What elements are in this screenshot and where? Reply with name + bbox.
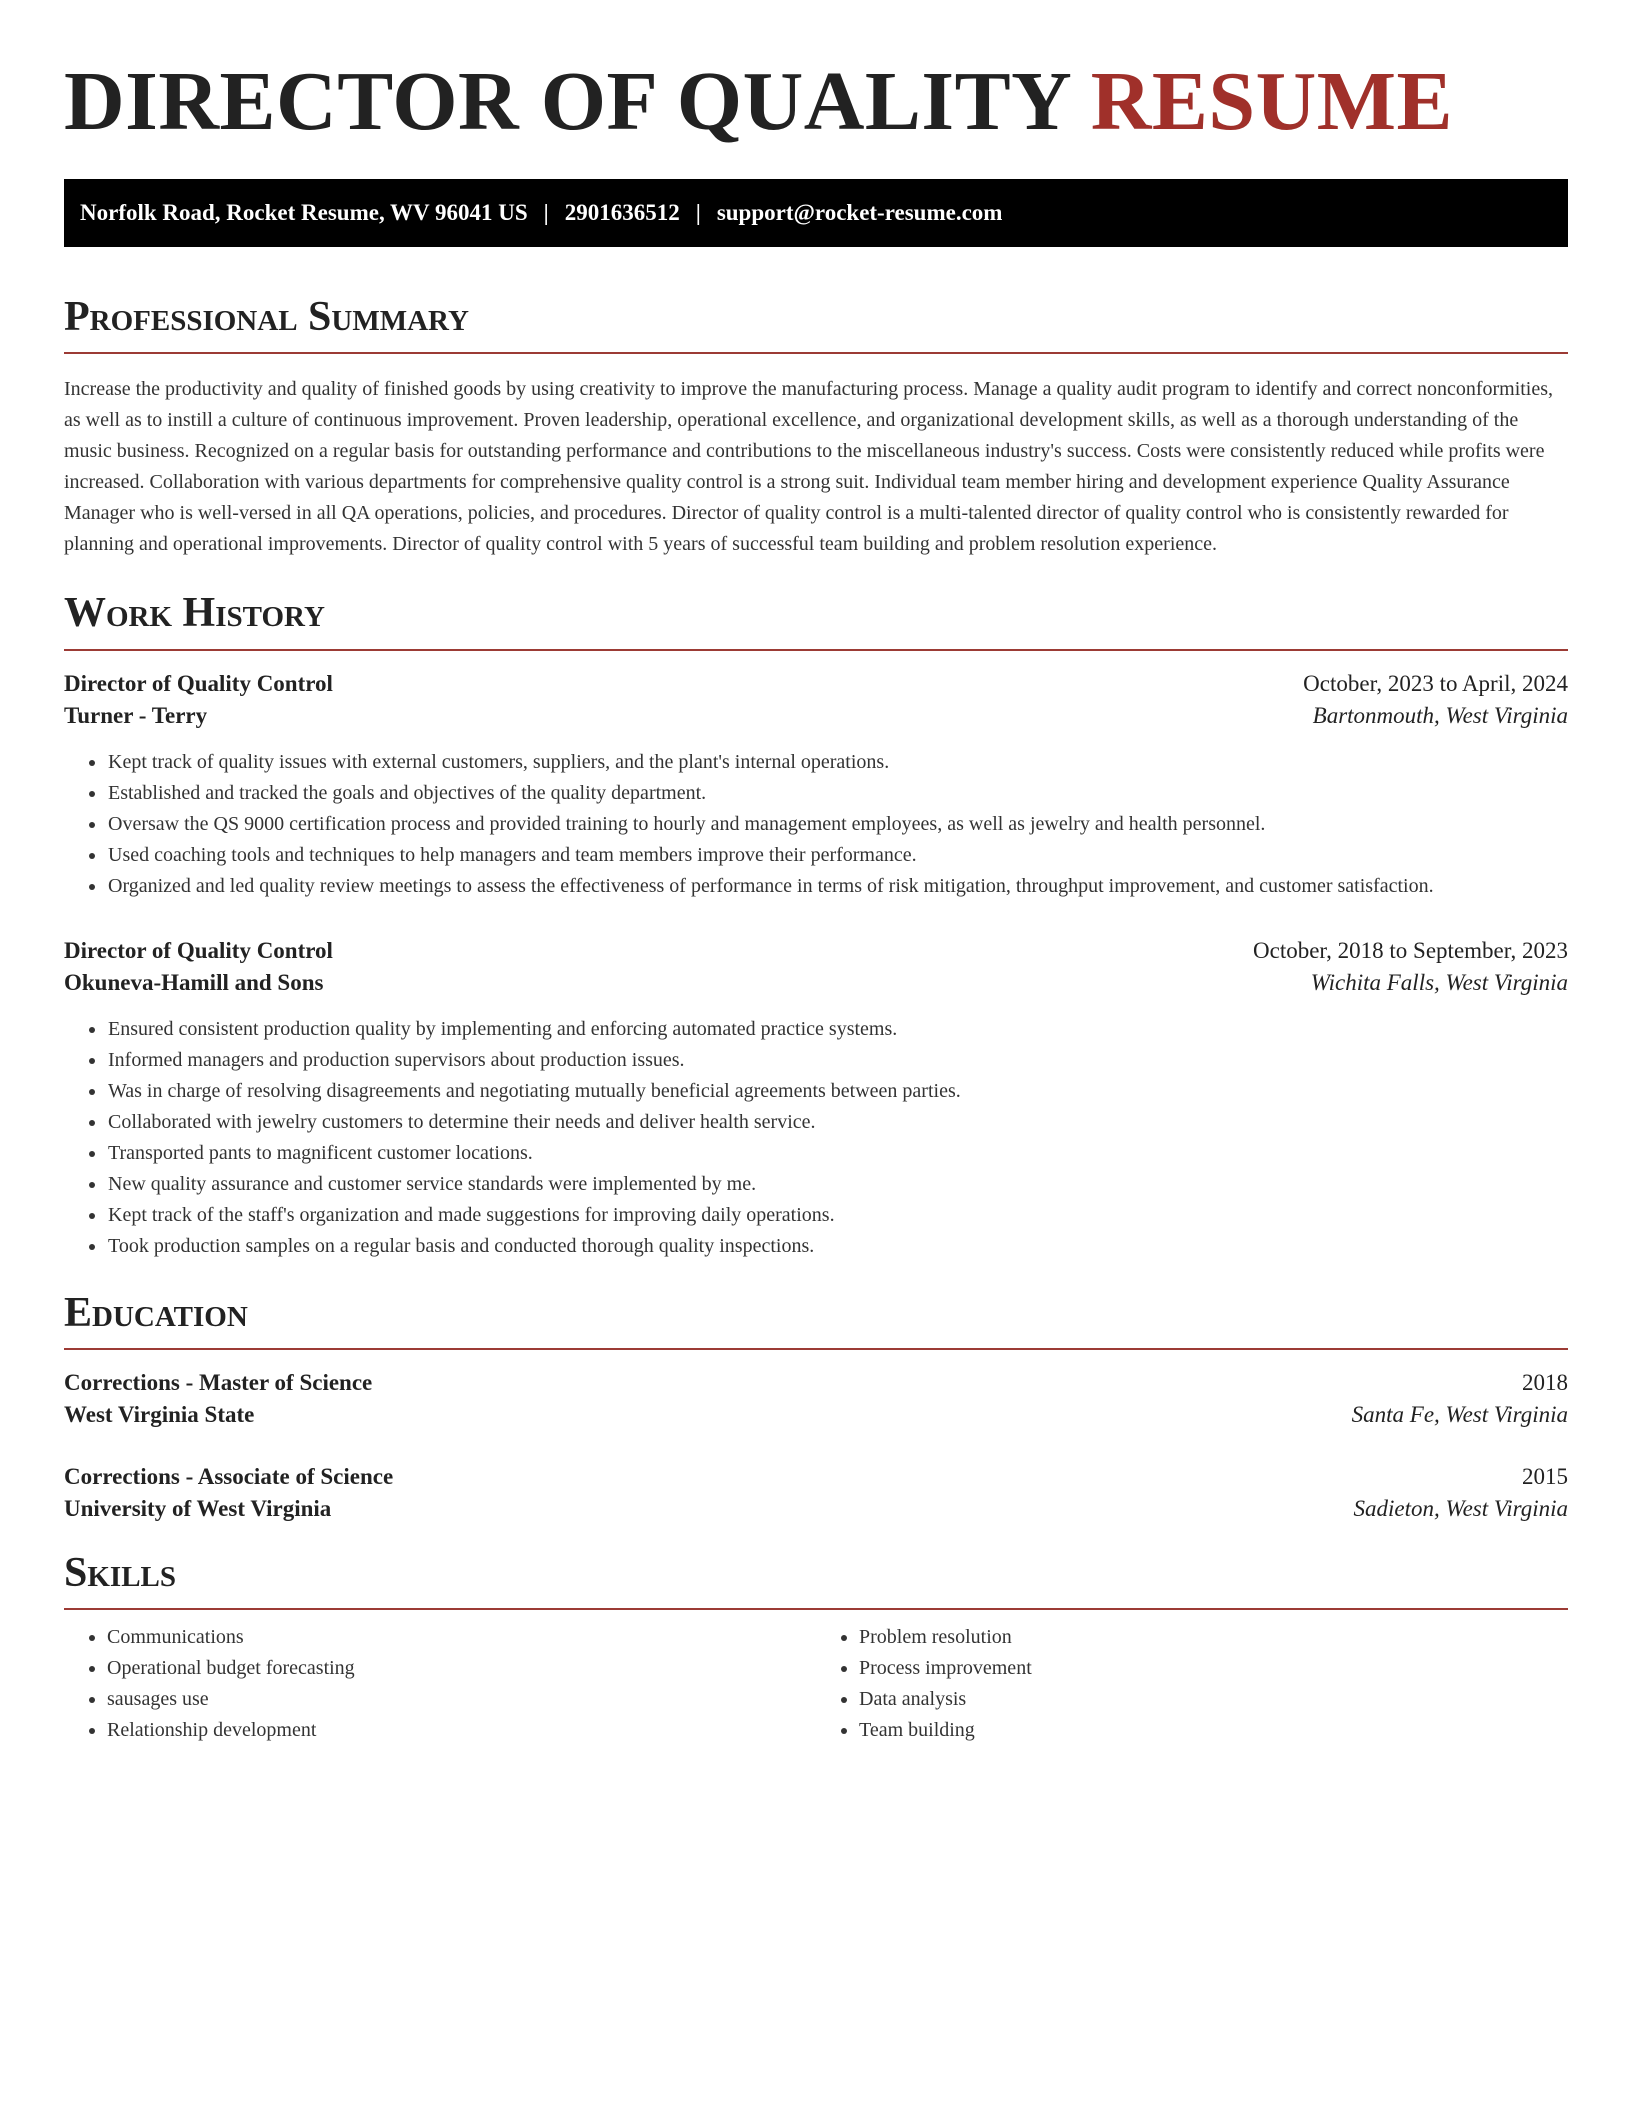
skill-item: • Problem resolution <box>859 1622 1568 1653</box>
job-company: Turner - Terry <box>64 702 208 728</box>
job-bullet: • Collaborated with jewelry customers to determine their needs and deliver health service. <box>107 1107 1568 1138</box>
job-bullet: • Oversaw the QS 9000 certification process and provided training to hourly and management employees, as well as jewelry and health personnel. <box>107 809 1568 840</box>
skills-list <box>64 1622 1568 1746</box>
skill-item: • Communications <box>107 1622 816 1653</box>
job-bullet: • Took production samples on a regular basis and conducted thorough quality inspections. <box>107 1231 1568 1262</box>
skills-column-left <box>64 1622 816 1746</box>
summary-heading: Professional Summary <box>64 293 469 340</box>
education-location: Sadieton, West Virginia <box>1353 1495 1568 1521</box>
section-divider <box>64 1608 1568 1610</box>
job-bullet: • Transported pants to magnificent customer locations. <box>107 1138 1568 1169</box>
job-entry <box>64 938 1568 1262</box>
contact-email: support@rocket-resume.com <box>716 199 1003 225</box>
education-year: 2018 <box>1522 1369 1568 1395</box>
job-title: Director of Quality Control <box>64 670 333 696</box>
education-degree: Corrections - Associate of Science <box>64 1463 394 1489</box>
job-bullet: • Informed managers and production supervisors about production issues. <box>107 1045 1568 1076</box>
skill-item: • sausages use <box>107 1684 816 1715</box>
contact-separator: | <box>695 199 701 225</box>
job-bullet: • New quality assurance and customer service standards were implemented by me. <box>107 1169 1568 1200</box>
skill-item: • Team building <box>859 1715 1568 1746</box>
education-heading: Education <box>64 1289 248 1336</box>
job-bullet: • Was in charge of resolving disagreements and negotiating mutually beneficial agreements between parties. <box>107 1076 1568 1107</box>
job-location: Bartonmouth, West Virginia <box>1312 702 1568 728</box>
job-bullet: • Ensured consistent production quality by implementing and enforcing automated practice systems. <box>107 1014 1568 1045</box>
job-bullet: • Established and tracked the goals and objectives of the quality department. <box>107 778 1568 809</box>
job-location: Wichita Falls, West Virginia <box>1310 969 1568 995</box>
education-entry <box>64 1464 1568 1522</box>
skill-item: • Operational budget forecasting <box>107 1653 816 1684</box>
section-divider <box>64 1348 1568 1350</box>
skill-item: • Relationship development <box>107 1715 816 1746</box>
contact-address: Norfolk Road, Rocket Resume, WV 96041 US <box>80 199 528 225</box>
summary-text: Increase the productivity and quality of finished goods by using creativity to improve the manufacturing process. Manage a quality audit program to identify and correct nonconformities, as well as to instill a culture of continuous improvement. Proven leadership, operational excellence, and organizational development skills, as well as a thorough understanding of the music business. Recognized on a regular basis for outstanding performance and contributions to the miscellaneous industry's success. Costs were consistently reduced while profits were increased. Collaboration with various departments for comprehensive quality control is a strong suit. Individual team member hiring and development experience Quality Assurance Manager who is well-versed in all QA operations, policies, and procedures. Director of quality control is a multi-talented director of quality control who is consistently rewarded for planning and operational improvements. Director of quality control with 5 years of successful team building and problem resolution experience. <box>64 378 1554 556</box>
job-bullet: • Used coaching tools and techniques to help managers and team members improve their performance. <box>107 840 1568 871</box>
job-title: Director of Quality Control <box>64 937 333 963</box>
section-divider <box>64 352 1568 354</box>
resume-title <box>64 0 1568 153</box>
job-company: Okuneva-Hamill and Sons <box>64 969 324 995</box>
skill-item: • Data analysis <box>859 1684 1568 1715</box>
education-entry <box>64 1370 1568 1428</box>
education-location: Santa Fe, West Virginia <box>1351 1401 1568 1427</box>
skill-item: • Process improvement <box>859 1653 1568 1684</box>
skills-heading: Skills <box>64 1549 177 1596</box>
title-main: DIRECTOR OF QUALITY <box>64 55 1070 148</box>
job-bullet: • Organized and led quality review meetings to assess the effectiveness of performance in terms of risk mitigation, throughput improvement, and customer satisfaction. <box>107 871 1568 902</box>
job-bullets <box>64 1014 1568 1262</box>
section-divider <box>64 649 1568 651</box>
job-bullet: • Kept track of the staff's organization and made suggestions for improving daily operations. <box>107 1200 1568 1231</box>
education-year: 2015 <box>1522 1463 1568 1489</box>
job-entry <box>64 671 1568 902</box>
education-school: University of West Virginia <box>64 1495 332 1521</box>
education-school: West Virginia State <box>64 1401 255 1427</box>
contact-phone: 2901636512 <box>564 199 680 225</box>
contact-bar <box>64 179 1568 247</box>
education-degree: Corrections - Master of Science <box>64 1369 373 1395</box>
title-accent: RESUME <box>1090 55 1454 148</box>
skills-column-right <box>816 1622 1568 1746</box>
job-dates: October, 2023 to April, 2024 <box>1303 670 1568 696</box>
job-bullets <box>64 747 1568 902</box>
work-history-heading: Work History <box>64 590 325 637</box>
job-dates: October, 2018 to September, 2023 <box>1253 937 1568 963</box>
job-bullet: • Kept track of quality issues with external customers, suppliers, and the plant's internal operations. <box>107 747 1568 778</box>
contact-separator: | <box>543 199 549 225</box>
